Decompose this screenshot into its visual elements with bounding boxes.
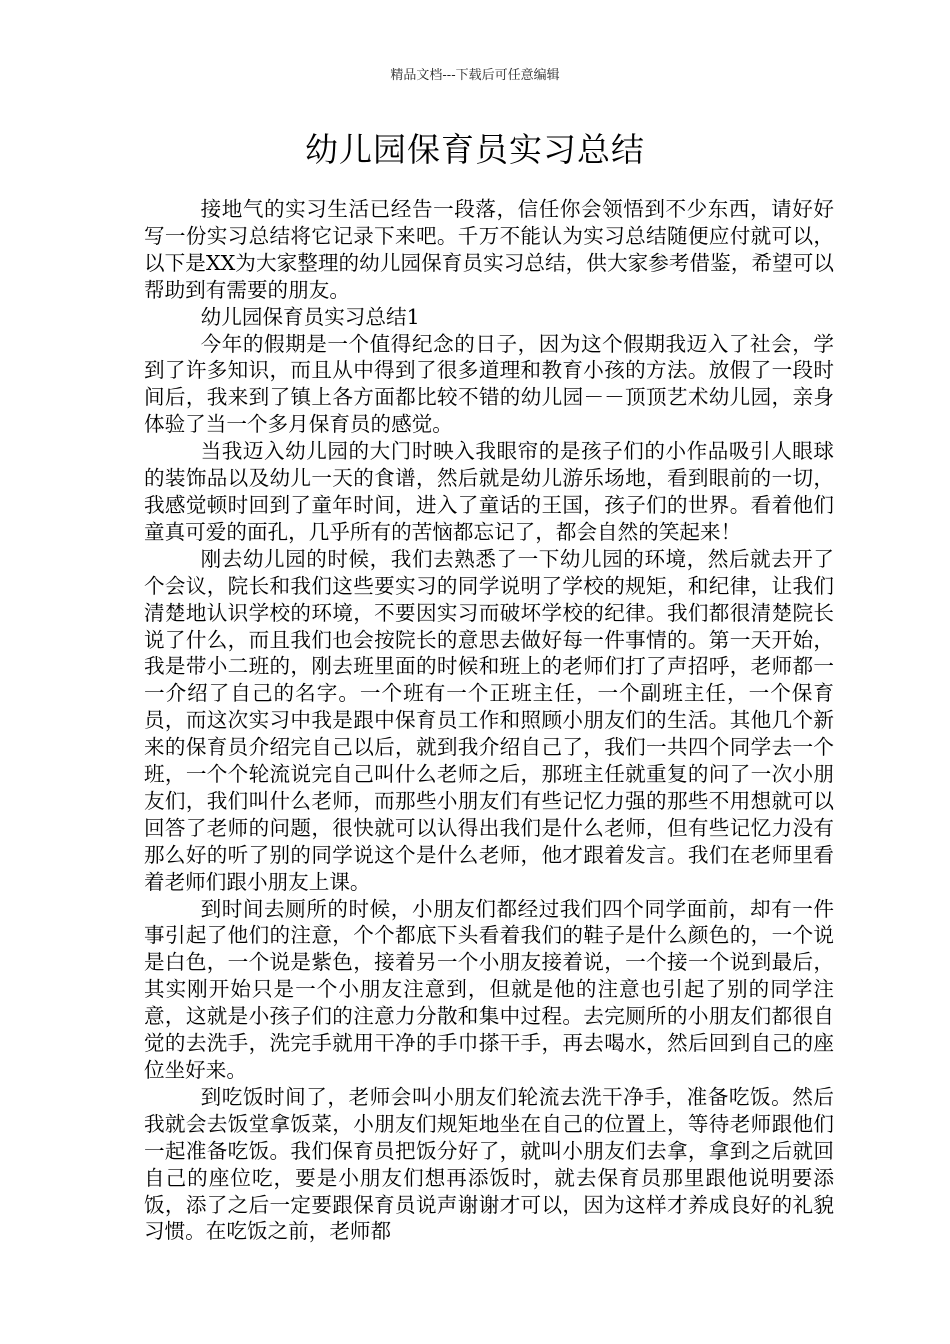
document-body [144,196,834,1245]
paragraph: 到吃饭时间了，老师会叫小朋友们轮流去洗干净手，准备吃饭。然后我就会去饭堂拿饭菜，小朋友们规矩地坐在自己的位置上，等待老师跟他们一起准备吃饭。我们保育员把饭分好了，就叫小朋友们去拿，拿到之后就回自己的座位吃，要是小朋友们想再添饭时，就去保育员那里跟他说明要添饭，添了之后一定要跟保育员说声谢谢才可以，因为这样才养成良好的礼貌习惯。在吃饭之前，老师都 [144,1084,834,1244]
document-title: 幼儿园保育员实习总结 [305,130,645,169]
section-heading: 幼儿园保育员实习总结1 [200,304,420,329]
paragraph: 今年的假期是一个值得纪念的日子，因为这个假期我迈入了社会，学到了许多知识，而且从中得到了很多道理和教育小孩的方法。放假了一段时间后，我来到了镇上各方面都比较不错的幼儿园－－顶顶艺术幼儿园，亲身体验了当一个多月保育员的感觉。 [144,331,834,437]
paragraph: 刚去幼儿园的时候，我们去熟悉了一下幼儿园的环境，然后就去开了个会议，院长和我们这些要实习的同学说明了学校的规矩，和纪律，让我们清楚地认识学校的环境，不要因实习而破坏学校的纪律。我们都很清楚院长说了什么，而且我们也会按院长的意思去做好每一件事情的。第一天开始，我是带小二班的，刚去班里面的时候和班上的老师们打了声招呼，老师都一一介绍了自己的名字。一个班有一个正班主任，一个副班主任，一个保育员，而这次实习中我是跟中保育员工作和照顾小朋友们的生活。其他几个新来的保育员介绍完自己以后，就到我介绍自己了，我们一共四个同学去一个班，一个个轮流说完自己叫什么老师之后，那班主任就重复的问了一次小朋友们，我们叫什么老师，而那些小朋友们有些记忆力强的那些不用想就可以回答了老师的问题，很快就可以认得出我们是什么老师，但有些记忆力没有那么好的听了别的同学说这个是什么老师，他才跟着发言。我们在老师里看着老师们跟小朋友上课。 [144,546,834,894]
paragraph: 到时间去厕所的时候，小朋友们都经过我们四个同学面前，却有一件事引起了他们的注意，个个都底下头看着我们的鞋子是什么颜色的，一个说是白色，一个说是紫色，接着另一个小朋友接着说，一个接一个说到最后，其实刚开始只是一个小朋友注意到，但就是他的注意也引起了别的同学注意，这就是小孩子们的注意力分散和集中过程。去完厕所的小朋友们都很自觉的去洗手，洗完手就用干净的手巾搽干手，再去喝水，然后回到自己的座位坐好来。 [144,896,834,1082]
paragraph: 当我迈入幼儿园的大门时映入我眼帘的是孩子们的小作品吸引人眼球的装饰品以及幼儿一天的食谱，然后就是幼儿游乐场地，看到眼前的一切，我感觉顿时回到了童年时间，进入了童话的王国，孩子们的世界。看着他们童真可爱的面孔，几乎所有的苦恼都忘记了，都会自然的笑起来！ [144,439,834,544]
paragraph-intro: 接地气的实习生活已经告一段落，信任你会领悟到不少东西，请好好写一份实习总结将它记录下来吧。千万不能认为实习总结随便应付就可以，以下是XX为大家整理的幼儿园保育员实习总结，供大家参考借鉴，希望可以帮助到有需要的朋友。 [144,197,834,302]
page-header: 精品文档---下载后可任意编辑 [390,68,560,83]
